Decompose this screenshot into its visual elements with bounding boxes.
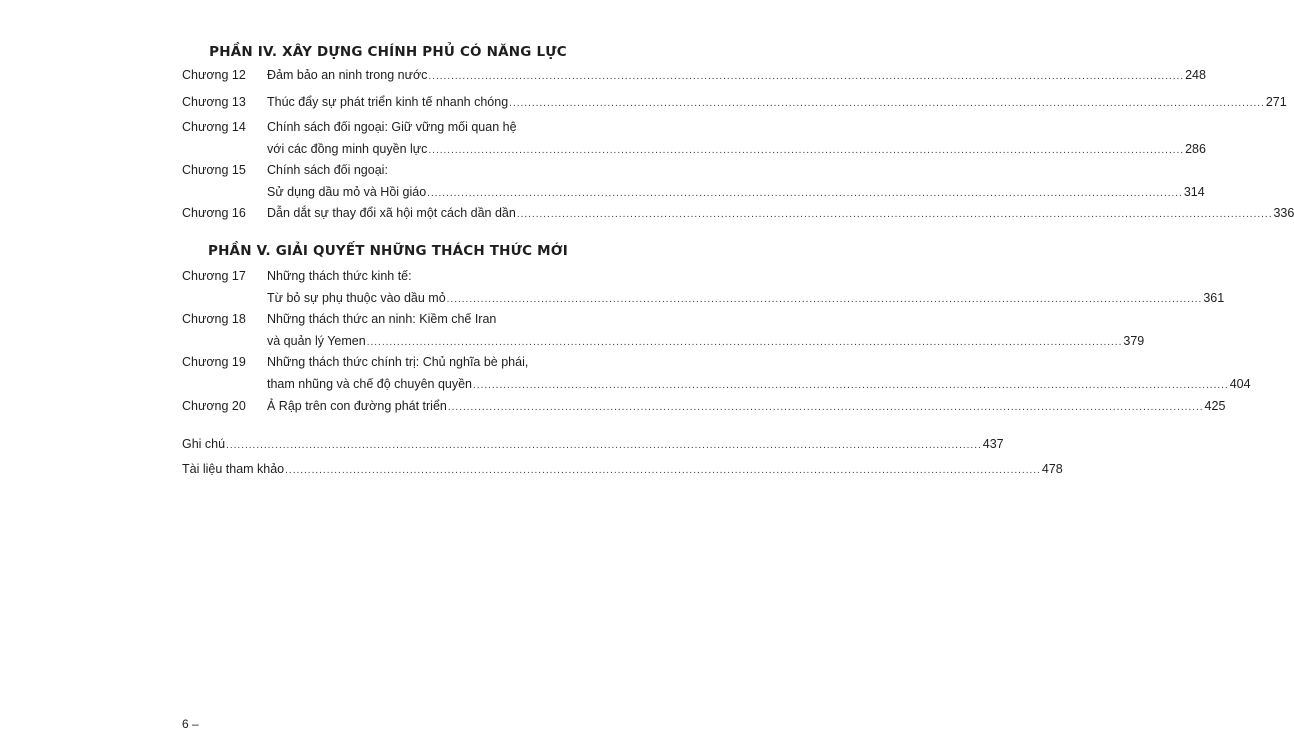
- page-number: 404: [1229, 377, 1251, 391]
- chapter-title: với các đồng minh quyền lực: [267, 142, 428, 156]
- page-number: 314: [1183, 185, 1205, 199]
- page-number: 379: [1123, 334, 1145, 348]
- dot-leader: ........................................................................................................................................................................................................: [509, 98, 1265, 109]
- dot-leader: ........................................................................................................................................................................................................: [285, 465, 1041, 476]
- page-number: 478: [1041, 462, 1063, 476]
- chapter-title: Từ bỏ sự phụ thuộc vào dầu mỏ: [267, 291, 446, 305]
- chapter-title: và quản lý Yemen: [267, 334, 366, 348]
- chapter-title-line: Những thách thức kinh tế:: [267, 269, 412, 283]
- chapter-title: Thúc đẩy sự phát triển kinh tế nhanh chóng: [267, 95, 509, 109]
- dot-leader: ........................................................................................................................................................................................................: [428, 145, 1185, 156]
- page-number: 336: [1273, 206, 1294, 220]
- chapter-title: Ả Rập trên con đường phát triển: [267, 399, 447, 413]
- page-number: 248: [1185, 68, 1206, 82]
- chapter-title: Đảm bảo an ninh trong nước: [267, 68, 428, 82]
- toc-entry-references[interactable]: [182, 462, 1063, 484]
- page-number: 271: [1265, 95, 1287, 109]
- chapter-title: Sử dụng dầu mỏ và Hồi giáo: [267, 185, 427, 199]
- chapter-number: Chương 19: [182, 355, 246, 369]
- toc-entry-notes[interactable]: [182, 437, 1004, 459]
- chapter-number: Chương 18: [182, 312, 246, 326]
- chapter-number: Chương 20: [182, 399, 246, 413]
- part-v-heading: PHẦN V. GIẢI QUYẾT NHỮNG THÁCH THỨC MỚI: [207, 243, 569, 259]
- page-folio: 6 –: [182, 717, 199, 731]
- dot-leader: ........................................................................................................................................................................................................: [516, 209, 1273, 220]
- chapter-title: tham nhũng và chế độ chuyên quyền: [267, 377, 473, 391]
- dot-leader: ........................................................................................................................................................................................................: [427, 188, 1183, 199]
- chapter-title-line: Những thách thức chính trị: Chủ nghĩa bè phái,: [267, 355, 529, 369]
- back-matter-title: Ghi chú: [182, 437, 226, 451]
- page-number: 286: [1185, 142, 1206, 156]
- dot-leader: ........................................................................................................................................................................................................: [366, 337, 1123, 348]
- dot-leader: ........................................................................................................................................................................................................: [226, 440, 982, 451]
- page-number: 361: [1203, 291, 1225, 305]
- dot-leader: ........................................................................................................................................................................................................: [447, 402, 1204, 413]
- chapter-number: Chương 16: [182, 206, 246, 220]
- dot-leader: ........................................................................................................................................................................................................: [473, 380, 1229, 391]
- chapter-title: Dẫn dắt sự thay đổi xã hội một cách dần dần: [267, 206, 516, 220]
- part-iv-heading: PHẦN IV. XÂY DỰNG CHÍNH PHỦ CÓ NĂNG LỰC: [209, 44, 567, 60]
- page-number: 437: [982, 437, 1004, 451]
- chapter-number: Chương 12: [182, 68, 246, 82]
- chapter-title-line: Chính sách đối ngoại: Giữ vững mối quan hệ: [267, 120, 517, 134]
- chapter-number: Chương 14: [182, 120, 246, 134]
- chapter-title-line: Những thách thức an ninh: Kiềm chế Iran: [267, 312, 497, 326]
- page-number: 425: [1204, 399, 1226, 413]
- chapter-number: Chương 15: [182, 163, 246, 177]
- chapter-number: Chương 17: [182, 269, 246, 283]
- dot-leader: ........................................................................................................................................................................................................: [446, 294, 1203, 305]
- dot-leader: ........................................................................................................................................................................................................: [428, 71, 1185, 82]
- back-matter-title: Tài liệu tham khảo: [182, 462, 285, 476]
- chapter-title-line: Chính sách đối ngoại:: [267, 163, 388, 177]
- chapter-number: Chương 13: [182, 95, 246, 109]
